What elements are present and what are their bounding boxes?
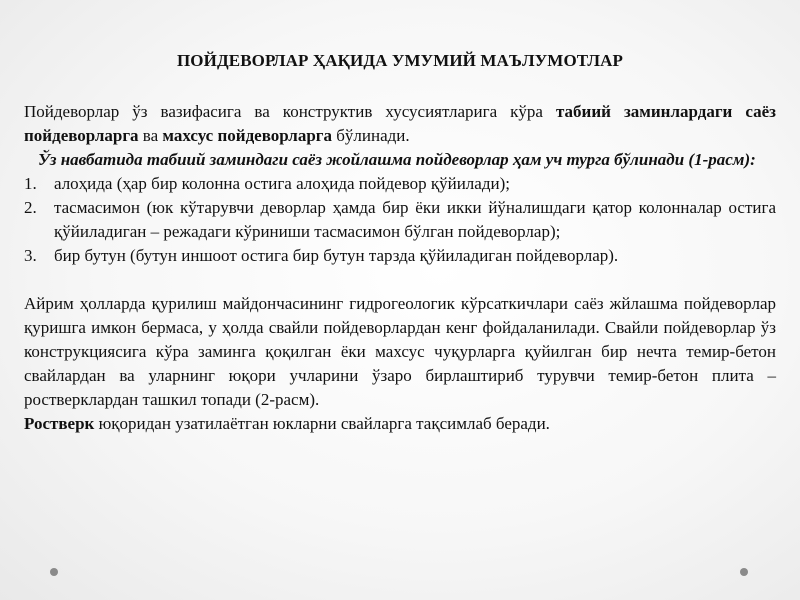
list-item (24, 172, 776, 196)
paragraph-intro (24, 100, 776, 148)
intro-text-3: бўлинади. (332, 126, 410, 145)
list-item-number: 2. (24, 198, 37, 217)
grillage-bold: Ростверк (24, 414, 95, 433)
paragraph-grillage (24, 412, 776, 436)
slide-body (24, 100, 776, 436)
list-item-text: тасмасимон (юк кўтарувчи деворлар ҳамда бир ёки икки йўналишдаги қатор колонналар остига қўйиладиган – режадаги кўриниши тасмасимон бўлган пойдеворлар); (54, 198, 776, 241)
slide-title: ПОЙДЕВОРЛАР ҲАҚИДА УМУМИЙ МАЪЛУМОТЛАР (176, 51, 623, 70)
decorative-dot-left (50, 568, 58, 576)
intro-text-2: ва (138, 126, 163, 145)
paragraph-spacer (24, 268, 776, 292)
list-item-text: алоҳида (ҳар бир колонна остига алоҳида пойдевор қўйилади); (54, 174, 510, 193)
decorative-dot-right (740, 568, 748, 576)
types-list (24, 172, 776, 268)
intro-text-1: Пойдеворлар ўз вазифасига ва конструктив хусусиятларига кўра (24, 102, 556, 121)
list-item (24, 196, 776, 244)
intro-bold-natural: табиий заминлардаги саёз пойдеворларга (24, 102, 776, 145)
list-item-number: 1. (24, 174, 37, 193)
list-item-number: 3. (24, 246, 37, 265)
intro-bold-special: махсус пойдеворларга (162, 126, 333, 145)
list-item-text: бир бутун (бутун иншоот остига бир бутун тарзда қўйиладиган пойдеворлар). (54, 246, 619, 265)
grillage-text: юқоридан узатилаётган юкларни свайларга тақсимлаб беради. (94, 414, 550, 433)
paragraph-types-heading: Ўз навбатида табиий заминдаги саёз жойлашма пойдеворлар ҳам уч турга бўлинади (1-расм): (38, 150, 756, 169)
paragraph-pile-foundations: Айрим ҳолларда қурилиш майдончасининг гидрогеологик кўрсаткичлари саёз жйлашма пойдеворлар қуришга имкон бермаса, у ҳолда свайли пойдеворлардан кенг фойдаланилади. Свайли пойдеворлар ўз конструкциясига кўра заминга қоқилган ёки махсус чуқурларга қуйилган бир нечта темир-бетон свайлардан ва уларнинг юқори учларини ўзаро бирлаштириб турувчи темир-бетон плита – ростверклардан ташкил топади (2-расм). (24, 294, 776, 409)
list-item (24, 244, 776, 268)
